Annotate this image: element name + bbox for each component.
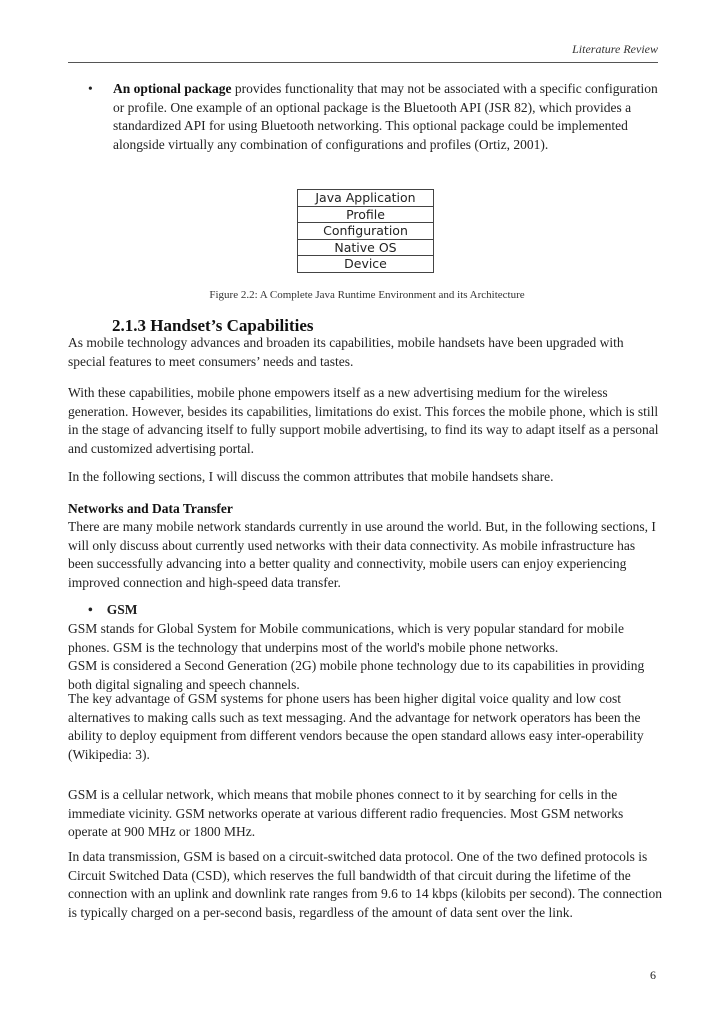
paragraph-8: In data transmission, GSM is based on a circuit-switched data protocol. One of the two defined protocols is Circuit Switched Data (CSD), which reserves the full bandwidth of that circuit during the lifetime of the connection with an uplink and downlink rate ranges from 9.6 to 14 kbps (kilobits per second). The connection is typically charged on a per-second basis, regardless of the amount of data sent over the link. bbox=[68, 849, 662, 920]
gsm-label: GSM bbox=[106, 602, 138, 617]
layer-configuration: Configuration bbox=[298, 223, 434, 240]
gsm-bullet-dot-icon: • bbox=[88, 602, 93, 617]
jre-architecture-diagram bbox=[297, 189, 434, 273]
paragraph-6: The key advantage of GSM systems for phone users has been higher digital voice quality and low cost alternatives to making calls such as text messaging. And the advantage for network operators has been the ability to deploy equipment from different vendors because the open standard allows easy inter-operability (Wikipedia: 3). bbox=[68, 691, 644, 762]
running-header: Literature Review bbox=[572, 42, 658, 56]
paragraph-5a: GSM stands for Global System for Mobile communications, which is very popular standard for mobile phones. GSM is the technology that underpins most of the world's mobile phone networks. bbox=[68, 621, 625, 655]
page-number: 6 bbox=[650, 968, 656, 982]
gsm-bullet bbox=[88, 602, 138, 618]
layer-device: Device bbox=[298, 256, 434, 273]
section-title: 2.1.3 Handset’s Capabilities bbox=[112, 316, 314, 335]
layer-profile: Profile bbox=[298, 206, 434, 223]
paragraph-5b: GSM is considered a Second Generation (2G) mobile phone technology due to its capabilities in providing both digital signaling and speech channels. bbox=[68, 658, 645, 692]
paragraph-2: With these capabilities, mobile phone empowers itself as a new advertising medium for the wireless generation. However, besides its capabilities, limitations do exist. This forces the mobile phone, which is still in the stage of advancing itself to fully support mobile advertising, to find its way to adapt itself as a personal and customized advertising portal. bbox=[68, 385, 659, 456]
networks-heading: Networks and Data Transfer bbox=[68, 501, 233, 516]
paragraph-7: GSM is a cellular network, which means that mobile phones connect to it by searching for cells in the immediate vicinity. GSM networks operate at various different radio frequencies. Most GSM networks operate at 900 MHz or 1800 MHz. bbox=[68, 787, 624, 840]
paragraph-5 bbox=[68, 620, 662, 694]
bullet-text bbox=[113, 80, 662, 154]
bullet-bold-term: An optional package bbox=[113, 81, 232, 96]
bullet-dot-icon: • bbox=[88, 81, 93, 96]
figure-caption: Figure 2.2: A Complete Java Runtime Environment and its Architecture bbox=[209, 289, 525, 301]
header-rule bbox=[68, 62, 658, 63]
paragraph-4: There are many mobile network standards currently in use around the world. But, in the following sections, I will only discuss about currently used networks with their data connectivity. As mobile infrastructure has been successfully advancing into a better quality and connectivity, mobile users can enjoy experiencing improved connection and high-speed data transfer. bbox=[68, 519, 656, 590]
paragraph-3: In the following sections, I will discuss the common attributes that mobile handsets share. bbox=[68, 469, 554, 484]
layer-native-os: Native OS bbox=[298, 239, 434, 256]
paragraph-1: As mobile technology advances and broaden its capabilities, mobile handsets have been upgraded with special features to meet consumers’ needs and tastes. bbox=[68, 335, 624, 369]
bullet-body: provides functionality that may not be associated with a specific configuration or profile. One example of an optional package is the Bluetooth API (JSR 82), which provides a standardized API for using Bluetooth networking. This optional package could be implemented alongside virtually any combination of configurations and profiles (Ortiz, 2001). bbox=[113, 81, 658, 152]
layer-java-application: Java Application bbox=[298, 190, 434, 207]
optional-package-bullet bbox=[88, 80, 662, 154]
